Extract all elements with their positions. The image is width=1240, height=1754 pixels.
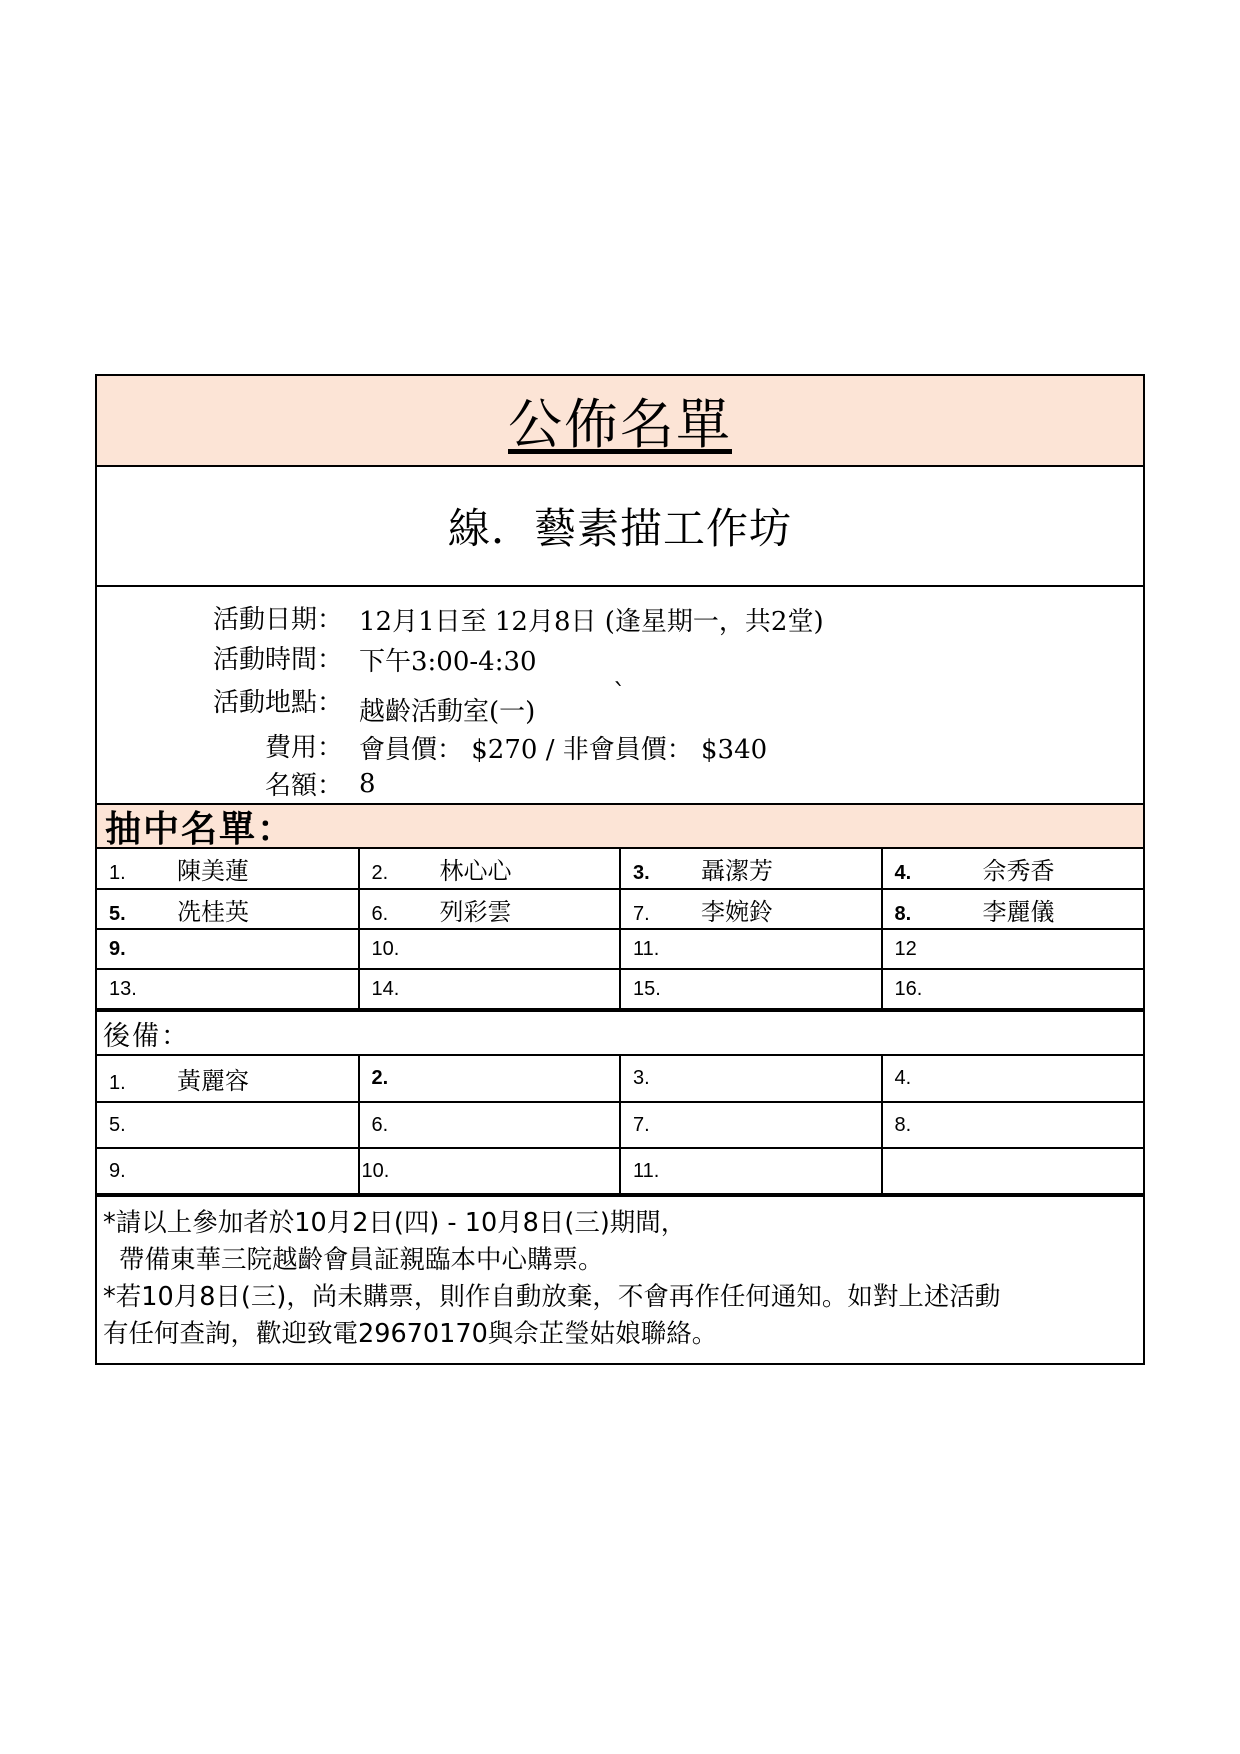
backup-cell: 1. 黃麗容 (97, 1056, 359, 1102)
winners-heading: 抽中名單： (105, 808, 296, 850)
backup-cell: 7. (620, 1102, 882, 1148)
backup-heading-row (97, 1010, 1143, 1056)
date-label: 活動日期： (212, 605, 343, 635)
backup-cell: 8. (882, 1102, 1144, 1148)
fee-value: 會員價： $270 / 非會員價： $340 (359, 735, 768, 765)
winner-cell: 2. 林心心 (359, 849, 621, 889)
winner-cell: 9. (97, 929, 359, 969)
table-row (97, 929, 1143, 969)
table-row (97, 849, 1143, 889)
winner-cell: 7. 李婉鈴 (620, 889, 882, 929)
fee-label: 費用： (264, 733, 343, 763)
backup-table (97, 1056, 1143, 1195)
backup-cell: 11. (620, 1148, 882, 1194)
quota-label: 名額： (264, 771, 343, 801)
backup-cell: 10. (359, 1148, 621, 1194)
backup-cell: 6. (359, 1102, 621, 1148)
quota-value: 8 (359, 769, 376, 799)
winner-cell: 3. 聶潔芳 (620, 849, 882, 889)
backup-cell: 5. (97, 1102, 359, 1148)
winner-cell: 6. 列彩雲 (359, 889, 621, 929)
notes-section (97, 1195, 1143, 1363)
winner-cell: 12 (882, 929, 1144, 969)
table-row (97, 1148, 1143, 1194)
winners-heading-band (97, 803, 1143, 849)
winner-cell: 16. (882, 969, 1144, 1009)
stray-mark: ˋ (613, 679, 626, 709)
backup-cell: 3. (620, 1056, 882, 1102)
table-row (97, 1056, 1143, 1102)
table-row (97, 969, 1143, 1009)
winner-cell: 5. 冼桂英 (97, 889, 359, 929)
winners-table (97, 849, 1143, 1010)
activity-row (97, 467, 1143, 587)
table-row (97, 1102, 1143, 1148)
backup-cell: 9. (97, 1148, 359, 1194)
note-line: 帶備東華三院越齡會員証親臨本中心購票。 (119, 1245, 604, 1275)
activity-info (97, 587, 1143, 803)
note-line: 有任何查詢，歡迎致電29670170與佘芷瑩姑娘聯絡。 (103, 1319, 718, 1349)
venue-value: 越齡活動室(一) (359, 697, 536, 727)
winner-cell: 15. (620, 969, 882, 1009)
activity-name: 線．藝素描工作坊 (447, 504, 792, 553)
note-line: *請以上參加者於10月2日(四) - 10月8日(三)期間， (103, 1208, 687, 1238)
backup-cell: 2. (359, 1056, 621, 1102)
date-value: 12月1日至 12月8日 (逢星期一，共2堂) (359, 607, 824, 637)
winner-cell: 8. 李麗儀 (882, 889, 1144, 929)
winner-cell: 13. (97, 969, 359, 1009)
backup-cell: 4. (882, 1056, 1144, 1102)
winner-cell: 1. 陳美蓮 (97, 849, 359, 889)
winner-cell: 4. 佘秀香 (882, 849, 1144, 889)
backup-cell (882, 1148, 1144, 1194)
winner-cell: 14. (359, 969, 621, 1009)
title-row (97, 376, 1143, 467)
time-value: 下午3:00-4:30 (359, 647, 537, 677)
time-label: 活動時間： (212, 645, 343, 675)
notice-sheet (95, 374, 1145, 1365)
winner-cell: 11. (620, 929, 882, 969)
venue-label: 活動地點： (212, 688, 343, 718)
backup-heading: 後備： (103, 1020, 190, 1052)
winner-cell: 10. (359, 929, 621, 969)
note-line: *若10月8日(三)，尚未購票，則作自動放棄，不會再作任何通知。如對上述活動 (103, 1282, 1001, 1312)
page-title: 公佈名單 (508, 393, 732, 456)
table-row (97, 889, 1143, 929)
